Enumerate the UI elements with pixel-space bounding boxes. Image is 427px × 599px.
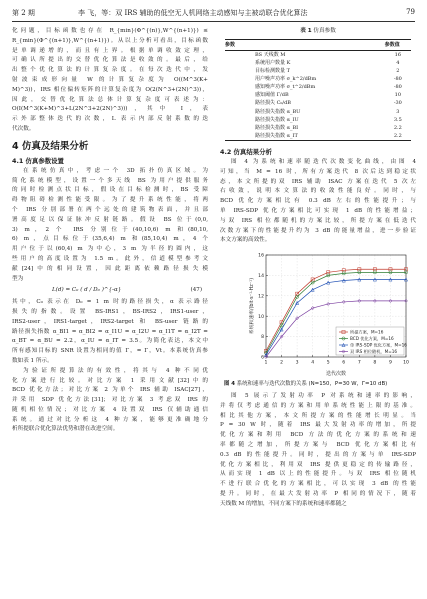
text-line: 为验证所提算法的有效性，将其与 4 种不同优	[23, 367, 208, 374]
journal-issue: 第 2 期	[12, 9, 35, 17]
text-line: 随机相位情况；对比方案 4 设置双 IRS 仅辅助通信	[12, 406, 208, 413]
text-line: 相比其他方案，本文所提方案的性能增长明显。当	[220, 412, 416, 419]
table-caption-title: 仿真参数	[313, 28, 336, 34]
text-line: 提升。同时，在最大发射功率 P 相同的情况下，随着	[220, 491, 416, 498]
text-line: R_{min}(Φ^{(n+1)},W^{(n+1)})。从以上分析可看出，目标函数	[12, 37, 208, 44]
legend-label: 双 IRS 相位随机，M=16	[350, 349, 398, 355]
running-title: 李 飞，等：双 IRS 辅助的低空无人机网络主动感知与主被动联合优化算法	[78, 9, 308, 17]
text-line: 析所提联合优化算法优势和潜在改进空间。	[12, 426, 119, 433]
results-paragraph	[220, 158, 416, 246]
text-line: 简化系统模型，设置一个多天线 BS 为用户提供服务	[12, 177, 208, 184]
y-tick-label: 12	[258, 294, 264, 300]
text-line: 次数方案下的性能提升约为 3 dB 的能量增益，进一步验证	[220, 227, 416, 234]
x-tick-label: 3	[295, 360, 299, 366]
text-line: IRS2-user，IRS1-target，IRS2-target 和 BS-user 链路的	[12, 318, 208, 325]
text-line: 图 4 为系统和速率随迭代次数变化曲线，由图 4	[231, 158, 416, 165]
y-axis-label: 系统和速率/(bit·s⁻¹·Hz⁻¹)	[250, 278, 255, 335]
text-line: 单 IRS-SDP 优化方案相比可实现 1 dB 的性能增益；	[220, 207, 416, 214]
text-line: 路径损失指数 α_BI1 = α_BI2 = α_I1U = α_I2U = α_I1T = α_I2T =	[12, 328, 208, 335]
text-line: 并采用 SDP 优化方法[31]；对比方案 3 考虑双 IRS 的	[12, 397, 208, 404]
text-line: 因此，交替优化算法总体计算复杂度可表述为：	[12, 96, 208, 103]
x-tick-label: 10	[403, 360, 409, 366]
param-value-cell: 2.2	[393, 124, 402, 131]
text-line: 率都随之增加，所提方案与 BCD 优化方案相比有	[220, 442, 416, 449]
intro-paragraph	[12, 27, 208, 135]
param-name-cell: 感知阈值 Γ/dB	[255, 92, 289, 99]
text-line: 化问题，目标函数也存在 R_{min}(Φ^{(n)},W^{(n+1)}) ≤	[12, 28, 208, 34]
param-name-cell: 路径损失 C₀/dB	[255, 100, 291, 107]
y-tick-label: 8	[261, 335, 264, 341]
text-line: 其中，C₀ 表示在 D₀ = 1 m 时的路径损失，α 表示路径	[12, 299, 208, 306]
x-tick-label: 2	[280, 360, 284, 366]
param-value-cell: 3.5	[393, 116, 402, 123]
y-tick-label: 14	[258, 274, 264, 280]
text-line: 献[24]中的相同设置，因此距离依赖路径损失模	[12, 265, 208, 272]
text-line: 态，本文所提的双 IRS 辅助 ISAC 方案在迭代 5 次左	[220, 178, 416, 185]
legend-label: BCD 优化方案，M=16	[350, 336, 394, 342]
param-name-cell: 目标检测数量 T	[255, 68, 290, 75]
text-line: 优化方案相比，利用双 IRS 提供更稳定的传输路径，	[220, 461, 416, 468]
text-line: 的同时检测点状目标，假设在目标检测时，BS 受障	[12, 187, 208, 194]
param-value-cell: 2.2	[385, 132, 411, 141]
right-column	[220, 27, 416, 510]
section-4-title: 4 仿真及结果分析	[12, 140, 89, 152]
text-line: BCD 优化方法；对比方案 2 为单个 IRS 辅助 ISAC[27]，	[12, 387, 208, 394]
param-value-cell: -30	[393, 100, 402, 107]
text-line: 本文方案的高效性。	[220, 237, 271, 244]
simulation-parameter-table	[225, 39, 411, 141]
text-line: 右收敛，说明本文算法的收敛性能良好。同时，与	[220, 188, 416, 195]
simulation-setup-paragraph	[12, 167, 208, 285]
param-name-cell: 用户噪声功率 σ_k^2/dBm	[255, 76, 317, 83]
text-line: 出整个优化算法的计算复杂度。在每次迭代中，发	[12, 67, 208, 74]
table-row	[225, 99, 411, 107]
page-number: 79	[406, 8, 415, 16]
text-line: 天线数 M 的增加，不同方案下的系统和速率都随之	[220, 500, 347, 507]
text-line: 用户位于以(60,4) m 为中心，3 m 为半径的圆内，这	[12, 246, 208, 253]
text-line: 数如表 1 所示。	[12, 357, 53, 364]
text-line: 与双 IRS 相位都随机的方案比较，所提方案在低迭代	[220, 217, 416, 224]
x-tick-label: 6	[342, 360, 346, 366]
formula-number: (47)	[190, 287, 202, 294]
x-tick-label: 5	[326, 360, 330, 366]
text-line: 优化方案和利用 BCD 方法的优化方案的系统和速	[220, 432, 416, 439]
text-line: BCD 优化方案相比有 0.3 dB 左右的性能提升；与	[220, 198, 416, 205]
figure-4-line-chart	[220, 249, 416, 379]
x-tick-label: 9	[388, 360, 392, 366]
table-row	[225, 59, 411, 67]
text-line: 并将仅考虑通信的方案和用单系统性能上限的基准。	[220, 402, 416, 409]
x-tick-label: 4	[311, 360, 315, 366]
text-line: 所有感知目标的 SNR 设置为相同的值 Γ，= Γ，Vt。本系统仿真参	[12, 348, 208, 355]
text-line: 碍物阻碍检测性能受限。为了提升系统性能，将两	[12, 197, 208, 204]
text-line: 射波束成形向量 W 的计算复杂度为 O((M^3(K+	[12, 76, 208, 83]
table-row	[225, 83, 411, 91]
figure-4-caption	[224, 380, 412, 389]
table-caption	[220, 27, 416, 37]
figure-caption-text: 系统和速率与迭代次数的关系 (N=150，P=30 W，Γ=10 dB)	[236, 381, 388, 388]
table-row	[225, 116, 411, 124]
text-line: 化方案进行比较。对比方案 1 采用文献[32]中的	[12, 377, 208, 384]
param-name-cell: 系统用户数量 K	[255, 59, 291, 66]
y-tick-label: 6	[261, 355, 264, 361]
param-name-cell: 路径损失指数 α_BU	[255, 108, 301, 115]
param-value-cell: 3	[396, 108, 400, 115]
baseline-comparison-paragraph	[12, 367, 208, 436]
text-line: 可确认所提出的交替优化算法是收敛的。最后，给	[12, 57, 208, 64]
figure-caption-label: 图 4	[224, 381, 236, 388]
param-value-cell: 4	[396, 59, 400, 66]
text-line: 从而实现 1 dB 以上的性能提升。与双 IRS 相位随机	[220, 471, 416, 478]
text-line: 不进行联合优化的方案相比，可以实现 3 dB 的性能	[220, 481, 416, 488]
legend-label: 所提方案，M=16	[350, 329, 384, 335]
text-line: M)^3))，IRS 相位偏转矩阵的计算复杂度为 O(2(N^3+(2N)^3))，	[12, 86, 208, 93]
table-row	[225, 124, 411, 132]
x-tick-label: 8	[373, 360, 377, 366]
table-row	[225, 132, 411, 141]
text-line: 6) m，点目标位于(35,6,4) m 和(85,10,4) m，4 个	[12, 236, 208, 243]
table-row	[225, 91, 411, 99]
text-line: 代次数。	[12, 125, 35, 132]
text-line: 个 IRS 分别部署在两个远处的建筑物表面，并且部	[12, 206, 208, 213]
param-value-cell: -80	[393, 84, 402, 91]
text-line: 署高度足以保证脉冲反射链路。假设 BS 位于(0,0,	[12, 216, 208, 223]
param-name-cell: BS 天线数 M	[255, 51, 286, 58]
param-name-cell: 路径损失指数 α_BI	[255, 124, 299, 131]
text-line: O(I(M^3(K+M)^3+L(2N^3+2(2N)^3)))，其中 I，表	[12, 106, 208, 113]
table-row	[225, 67, 411, 75]
header-rule	[12, 21, 415, 22]
param-name-cell: 感知噪声功率 σ_t^2/dBm	[255, 84, 316, 91]
x-axis-label: 迭代次数	[325, 371, 347, 378]
x-tick-label: 1	[264, 360, 268, 366]
text-line: 0.3 dB 的性能提升。同时，提出的方案与单 IRS-SDP	[220, 451, 416, 458]
path-loss-formula	[12, 284, 208, 298]
text-line: 些用户的高度设置为 1.5 m。此外，信道模型参考文	[12, 255, 208, 262]
text-line: 可知，当 M = 16 时，所有方案迭代 8 次后达到稳定状	[220, 168, 416, 175]
table-row	[225, 50, 411, 59]
power-analysis-paragraph	[220, 392, 416, 510]
table-header-value: 参数值	[385, 39, 411, 50]
left-column	[12, 27, 208, 435]
param-value-cell: -80	[393, 76, 402, 83]
comparison-paragraph	[12, 298, 208, 435]
table-caption-label: 表 1	[300, 28, 312, 34]
subsection-4-2-title: 4.2 仿真结果分析	[220, 147, 272, 156]
subsection-4-1-title: 4.1 仿真参数设置	[12, 156, 64, 165]
text-line: 型为	[12, 275, 24, 282]
text-line: 3) m，2 个 IRS 分别位于(40,10,6) m 和(80,10,	[12, 226, 208, 233]
text-line: 是单调递增的，而且有上界。根据单调收敛定理，	[12, 47, 208, 54]
param-value-cell: 10	[394, 92, 402, 99]
text-line: 示外部整体迭代的次数，L 表示内部反射系数的迭	[12, 116, 208, 123]
y-tick-label: 16	[258, 253, 264, 259]
text-line: 系统。通过对比分析这 4 种方案，能够更准确地分	[12, 416, 208, 423]
legend-label: 单 IRS-SDP 优化方案，M=16	[350, 342, 407, 348]
text-line: P = 30 W 时，随着 IRS 最大发射功率的增加，所提	[220, 422, 416, 429]
x-tick-label: 7	[357, 360, 361, 366]
text-line: 在系统仿真中，考虑一个 3D 拓扑仿真区域。为	[23, 167, 208, 174]
table-row	[225, 75, 411, 83]
text-line: 图 5 展示了发射功率 P 对系统和速率的影响，	[231, 393, 416, 400]
text-line: α_BT = α_BU = 2.2，α_IU = α_IT = 3.5。为简化表达，本文中	[12, 338, 208, 345]
formula-body: L(d) = C₀ ( d / D₀ )^{-α}	[52, 287, 122, 294]
param-name-cell: 路径损失指数 α_IU	[255, 116, 299, 123]
y-tick-label: 10	[258, 314, 264, 320]
param-name-cell: 路径损失指数 α_IT	[225, 132, 385, 141]
table-row	[225, 108, 411, 116]
param-value-cell: 16	[394, 51, 402, 58]
text-line: 损失的指数。设置 BS-IRS1，BS-IRS2，IRS1-user，	[12, 308, 208, 315]
table-header-param: 参数	[225, 39, 385, 50]
param-value-cell: 2	[396, 68, 400, 75]
